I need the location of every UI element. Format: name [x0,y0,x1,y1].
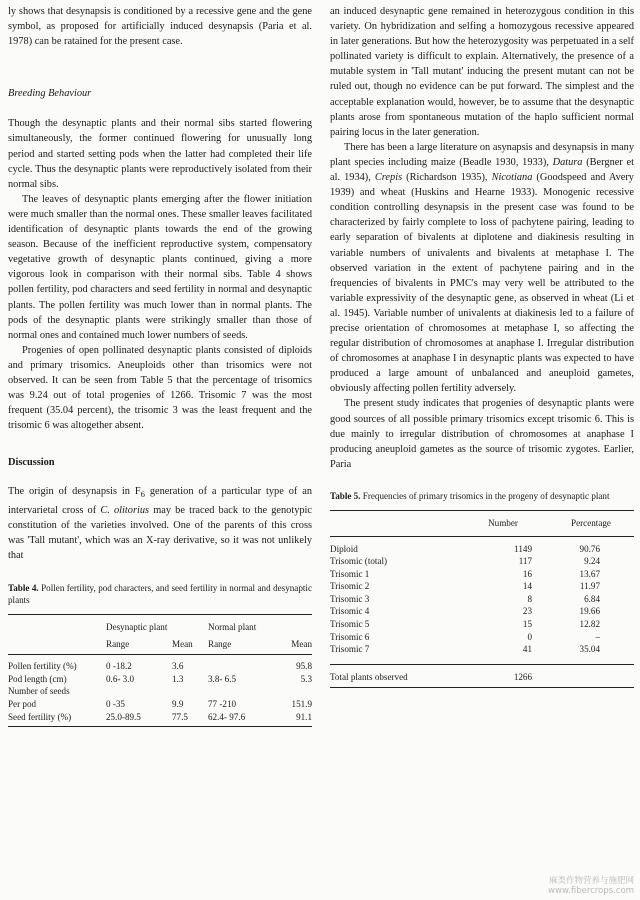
cell: 16 [522,568,532,579]
row-label: Per pod [8,698,37,709]
species-name: Datura [552,156,583,168]
row-label: Trisomic 2 [330,581,370,592]
cell [548,664,634,688]
cell: 3.8- 6.5 [208,673,237,684]
column-header: Range [208,638,232,649]
cell: 25.0-89.5 [106,711,141,722]
text-run: (Goodspeed and Avery 1939) and wheat (Huskins and Hearne 1933). Monogenic recessive condition controlling desynapsis in the present case was found to be characterized by fairly complete to loss of pachytene pairing, leading to early separation of bivalents at diplotene and diakinesis resulting in variable numbers of univalents and bivalents at metaphase I. The observed variation in the extent of pachytene pairing and in the frequencies of bivalents in PMC's may very well be attributed to the variable expressivity of the desynaptic gene, as observed in wheat (Li et al. 1945). Variable number of univalents at diakinesis led to a failure of precise orientation of chromosomes at metaphase I, so affecting the regular distribution of chromosomes at anaphase I. Irregular distribution of chromosomes at anaphase I in desynaptic plants was expected to have produced a large amount of unbalanced and aneuploid gametes, obviously affecting pollen fertility adversely. [330,172,634,395]
cell: 15 [522,619,532,630]
cell: 1266 [513,671,532,682]
table-label: Table 5. [330,490,361,501]
table-header-row [8,614,312,633]
table-total-row [330,664,634,688]
cell: 19.66 [579,606,600,617]
cell: 23 [522,606,532,617]
cell: 6.84 [584,593,600,604]
cell [272,685,312,698]
subscript: 6 [140,489,145,500]
text-run: (Bergner et al. 1934), [330,156,634,184]
cell: 91.1 [296,711,312,722]
section-heading-breeding: Breeding Behaviour [8,88,92,100]
cell: 151.9 [291,698,312,709]
watermark-url: www.fibercrops.com [548,886,634,896]
watermark [548,876,634,896]
cell [106,685,172,698]
row-label: Pollen fertility (%) [8,661,77,672]
left-column [8,4,312,727]
table-row [8,698,312,711]
row-label: Pod length (cm) [8,673,67,684]
cell: 77 -210 [208,698,237,709]
row-label: Trisomic 4 [330,606,370,617]
table5-caption [330,490,634,502]
table-row [330,593,634,606]
row-label: Trisomic 5 [330,619,370,630]
text-run: (Richardson 1935), [402,172,492,184]
table-row [330,631,634,644]
row-label: Trisomic 6 [330,631,370,642]
column-header: Percentage [571,517,611,528]
cell: 117 [518,556,532,567]
column-header: Range [106,638,130,649]
cell: – [595,631,600,642]
text-run: generation of a particular type of an intervarietal cross of [8,486,312,516]
cell: 0.6- 3.0 [106,673,135,684]
row-label: Diploid [330,543,358,554]
caption-text: Frequencies of primary trisomics in the progeny of desynaptic plant [360,490,610,501]
paragraph: Progenies of open pollinated desynaptic plants consisted of diploids and primary trisomics. Aneuploids other than trisomics were not observed. It can be seen from Table 5 that the percentage of trisomics was 9.24 out of total progenies of 1266. Trisomic 7 was the most frequent (35.04 percent), the trisomic 3 was the least frequent and the trisomic 6 was altogether absent. [8,344,312,432]
cell: 12.82 [579,619,600,630]
column-header: Mean [291,638,312,649]
column-header: Number [488,517,518,528]
cell: 95.8 [296,661,312,672]
table-row [330,605,634,618]
species-name: C. olitorius [100,504,150,516]
table-bottom-rule [330,688,634,689]
row-label: Trisomic 1 [330,568,370,579]
cell: 3.6 [172,661,184,672]
cell [208,655,272,673]
cell: 5.3 [300,673,312,684]
watermark-text: 麻类作物营养与施肥网 [548,876,634,886]
cell: 8 [527,593,532,604]
cell: 13.67 [579,568,600,579]
paragraph [8,484,312,563]
row-label: Trisomic (total) [330,556,388,567]
table-row [330,618,634,631]
table-row [330,536,634,555]
section-heading-discussion: Discussion [8,457,55,469]
table4-group-desynaptic: Desynaptic plant [106,621,168,632]
table4-group-normal: Normal plant [208,621,257,632]
cell: 62.4- 97.6 [208,711,246,722]
table-label: Table 4. [8,582,39,593]
table-header-row [8,634,312,655]
cell: 11.97 [579,581,600,592]
cell: 1149 [514,543,532,554]
cell: 9.9 [172,698,184,709]
cell: 41 [522,644,532,655]
paragraph: The present study indicates that progenies of desynaptic plants were good sources of all possible primary trisomics except trisomic 6. This is due mainly to irregular distribution of chromosomes at anaphase I producing aneuploid gametes as the source of trisomic zygotes. Earlier, Paria [330,398,634,470]
table4 [8,614,312,727]
paragraph: ly shows that desynapsis is conditioned by a recessive gene and the gene symbol, as proposed for artificially induced desynapsis (Paria et al. 1978) can be ratained for the present case. [8,6,312,48]
cell: 0 [527,631,532,642]
row-label: Trisomic 3 [330,593,370,604]
table-row [330,555,634,568]
paragraph: Though the desynaptic plants and their normal sibs started flowering simultaneously, the former continued flowering for unusually long period and started setting pods when the latter had completed their life cycle. Thus the desynaptic plants were reproductively isolated from their normal sibs. [8,118,312,190]
paragraph: an induced desynaptic gene remained in heterozygous condition in this variety. On hybridization and selfing a homozygous recessive appeared in later generations. But how the heterozygosity was perpetuated in a self pollinated variety is difficult to explain. Alternatively, the presence of a mutable system in 'Tall mutant' inducing the present mutant can not be ruled out, though no evidence can be put forward. The simplest and the acceptable explanation would, however, be to assume that the desynaptic plants arose from spontaneous mutation of the haplo sufficient normal pairing locus in the later generation. [330,6,634,138]
row-label: Trisomic 7 [330,644,370,655]
table-header-row [330,510,634,536]
table-row [8,655,312,673]
text-run: There has been a large literature on asynapsis and desynapsis in many plant species including maize (Beadle 1930, 1933), [330,141,634,168]
cell [208,685,272,698]
text-run: The origin of desynapsis in F [8,486,141,498]
table-bottom-rule [8,727,312,728]
cell: 90.76 [579,543,600,554]
row-label: Total plants observed [330,671,408,682]
cell: 0 -35 [106,698,125,709]
table4-caption [8,582,312,606]
species-name: Crepis [374,172,403,184]
text-run: may be traced back to the genotypic constitution of the varieties involved. One of the parents of this cross was 'Tall mutant', which was an X-ray derivative, so it was not unlikely that [8,504,312,561]
row-label: Number of seeds [8,686,70,697]
cell: 77.5 [172,711,188,722]
cell: 9.24 [584,556,600,567]
cell: 35.04 [579,644,600,655]
paragraph: The leaves of desynaptic plants emerging after the flower initiation were much smaller than the normal ones. These smaller leaves facilitated identification of desynaptic plants towards the end of the growing season. Because of the inefficient reproductive system, compensatory vegetative growth of desynaptic plants continued, giving a more vigorous look in comparison with their normal sibs. Table 4 shows pollen fertility, pod characters and seed fertility in normal and desynaptic plants. The pollen fertility was much lower than in normal plants. The pods of the desynaptic plants were strikingly smaller than those of normal ones and contained much lower numbers of seeds. [8,193,312,341]
table-row [8,711,312,727]
cell: 14 [522,581,532,592]
table-row [330,643,634,664]
cell: 1.3 [172,673,184,684]
row-label: Seed fertility (%) [8,711,72,722]
table-row [8,685,312,698]
caption-text: Pollen fertility, pod characters, and seed fertility in normal and desynaptic plants [8,582,312,605]
table5 [330,510,634,689]
cell: 0 -18.2 [106,661,132,672]
table-row [330,580,634,593]
paragraph [330,140,634,397]
column-header: Mean [172,638,193,649]
species-name: Nicotiana [491,172,533,184]
right-column [330,4,634,688]
cell [172,685,208,698]
table-row [8,673,312,686]
table-row [330,568,634,581]
